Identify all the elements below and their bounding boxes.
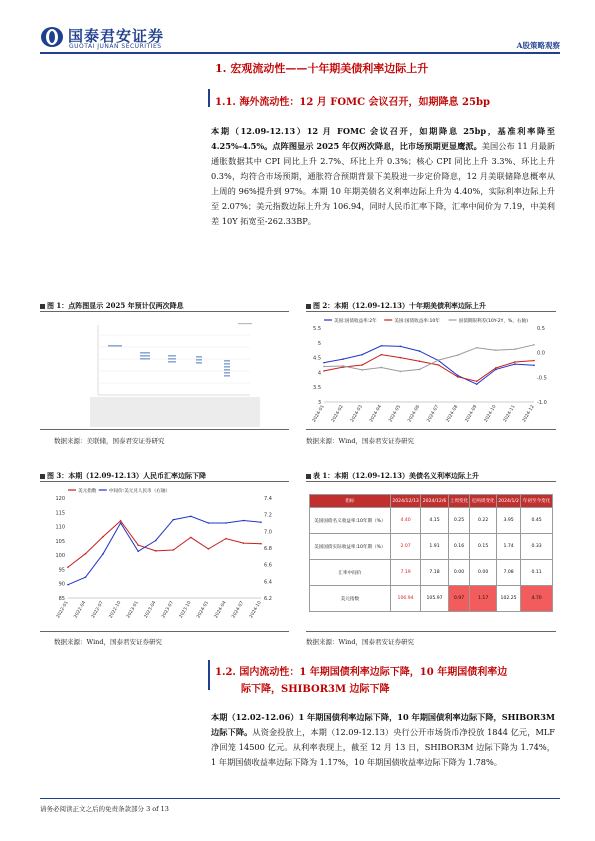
fig2-caption: 图 2：本期（12.09-12.13）十年期美债利率边际上升 bbox=[306, 301, 486, 311]
y2-tick-label: 7.4 bbox=[264, 496, 272, 502]
x-tick-label: 2022-10 bbox=[108, 600, 123, 620]
data-point bbox=[260, 521, 262, 523]
data-point bbox=[323, 370, 325, 372]
data-point bbox=[361, 369, 363, 371]
table-cell: 0.15 bbox=[470, 534, 497, 560]
y2-tick-label: 7.2 bbox=[264, 512, 272, 519]
data-point bbox=[457, 376, 459, 378]
data-point bbox=[102, 536, 104, 538]
logo-cn: 国泰君安证券 bbox=[68, 27, 165, 45]
data-point bbox=[419, 360, 421, 362]
data-point bbox=[137, 551, 139, 553]
data-point bbox=[190, 516, 192, 518]
data-point bbox=[85, 576, 87, 578]
data-point bbox=[243, 542, 245, 544]
x-tick-label: 2024-07 bbox=[426, 404, 441, 424]
table-header-cell: 上周变化 bbox=[448, 495, 470, 508]
data-point bbox=[67, 566, 69, 568]
x-tick-label: 2024-04 bbox=[369, 404, 384, 424]
y-tick-label: 100 bbox=[55, 553, 65, 560]
company-logo-icon bbox=[40, 26, 64, 48]
report-tag: A股策略观察 bbox=[516, 41, 560, 50]
fig1-bottom-rule bbox=[40, 429, 289, 430]
x-tick-label: 2023-04 bbox=[143, 600, 158, 620]
data-point bbox=[400, 346, 402, 348]
overseas-liquidity-paragraph bbox=[211, 124, 555, 229]
x-tick-label: 2023-10 bbox=[178, 600, 193, 620]
y-tick-label: 90 bbox=[58, 581, 65, 588]
data-point bbox=[533, 344, 535, 346]
table-row bbox=[310, 560, 553, 586]
table-cell: 1.91 bbox=[421, 534, 448, 560]
x-tick-label: 2024-06 bbox=[407, 404, 422, 424]
y2-tick-label: -0.5 bbox=[537, 375, 547, 382]
fig1-source: 数据来源：美联储，国泰君安证券研究 bbox=[54, 437, 165, 445]
table-cell: 0.45 bbox=[521, 508, 553, 534]
y-tick-label: 5.5 bbox=[313, 326, 321, 332]
header-rule bbox=[40, 52, 560, 54]
data-point bbox=[419, 369, 421, 371]
caption-square-icon bbox=[306, 474, 311, 479]
y2-tick-label: 6.8 bbox=[264, 546, 272, 552]
fig2-bottom-rule bbox=[306, 429, 556, 430]
data-point bbox=[137, 544, 139, 546]
legend-label: 国债期限利差(10Y-2Y，%，右轴) bbox=[458, 319, 528, 324]
table1-caption: 表 1：本期（12.09-12.13）美债名义利率边际上升 bbox=[306, 471, 479, 481]
data-point bbox=[225, 538, 227, 540]
x-tick-label: 2024-09 bbox=[464, 404, 479, 424]
footer-disclaimer: 请务必阅读正文之后的免责条款部分 3 of 13 bbox=[40, 805, 169, 813]
data-point bbox=[102, 553, 104, 555]
data-point bbox=[380, 354, 382, 356]
x-tick-label: 2024-01 bbox=[311, 404, 326, 424]
domestic-liquidity-paragraph bbox=[211, 710, 555, 770]
x-tick-label: 2024-01 bbox=[196, 600, 211, 620]
y-tick-label: 95 bbox=[58, 567, 65, 574]
header bbox=[40, 22, 560, 62]
table-header-cell: 指标 bbox=[310, 495, 391, 508]
caption-square-icon bbox=[40, 304, 45, 309]
table-cell: 1.74 bbox=[497, 534, 521, 560]
y2-tick-label: 6.6 bbox=[264, 562, 272, 569]
series-line-0 bbox=[68, 521, 261, 567]
table-cell: 106.94 bbox=[390, 586, 421, 612]
data-point bbox=[476, 347, 478, 349]
table-cell: 0.00 bbox=[470, 560, 497, 586]
table-cell: 3.95 bbox=[497, 508, 521, 534]
data-point bbox=[243, 520, 245, 522]
us-treasury-table bbox=[309, 494, 553, 612]
table-cell: 美元指数 bbox=[310, 586, 391, 612]
table-cell: 汇率中间价 bbox=[310, 560, 391, 586]
table-cell: 美国国债名义收益率:10年期（%） bbox=[310, 508, 391, 534]
table-row bbox=[310, 586, 553, 612]
legend-label: 美元指数 bbox=[78, 489, 97, 494]
data-point bbox=[514, 361, 516, 363]
x-tick-label: 2023-07 bbox=[161, 600, 176, 620]
data-point bbox=[323, 362, 325, 364]
y-tick-label: 5 bbox=[317, 340, 321, 347]
data-point bbox=[208, 522, 210, 524]
y-tick-label: 85 bbox=[58, 596, 65, 602]
data-point bbox=[208, 548, 210, 550]
x-tick-label: 2024-11 bbox=[502, 404, 517, 424]
table-row bbox=[310, 508, 553, 534]
x-tick-label: 2022-04 bbox=[73, 600, 88, 620]
table-header-row bbox=[310, 495, 553, 508]
x-tick-label: 2022-01 bbox=[55, 600, 70, 620]
data-point bbox=[172, 549, 174, 551]
fig3-caption-rule bbox=[40, 481, 289, 482]
data-point bbox=[419, 350, 421, 352]
data-point bbox=[495, 367, 497, 369]
table1-caption-rule bbox=[306, 481, 556, 482]
data-point bbox=[225, 522, 227, 524]
table-cell: 105.97 bbox=[421, 586, 448, 612]
data-point bbox=[380, 345, 382, 347]
usd-index-fx-chart bbox=[40, 484, 289, 630]
data-point bbox=[361, 354, 363, 356]
domestic-bold-lead: 本期（12.02-12.06）1 年期国债利率边际下降，10 年期国债利率边际下降，SHIBOR3M 边际下降。 bbox=[211, 712, 555, 737]
footer-rule bbox=[40, 798, 560, 799]
x-tick-label: 2024-10 bbox=[483, 404, 498, 424]
legend-label: 美国:国债收益率:10年 bbox=[394, 319, 440, 324]
subsection-title-domestic-l1: 1.2. 国内流动性：1 年期国债利率边际下降，10 年期国债利率边 bbox=[215, 667, 508, 678]
section-title: 1. 宏观流动性——十年期美债利率边际上升 bbox=[215, 62, 429, 75]
y-tick-label: 4.5 bbox=[313, 355, 321, 362]
domestic-body: 从资金投放上，本期（12.09-12.13）央行公开市场货币净投放 1844 亿元，MLF 净回笼 14500 亿元。从利率表现上，截至 12 月 13 日，SHIBOR3M 边际下降为 1.74%，1 年期国债收益率边际下降为 1.17%，10 年期国债收益率边际下降为 1.78%。 bbox=[211, 727, 555, 767]
y2-tick-label: 0.5 bbox=[537, 326, 545, 332]
overseas-body: 美国公布 11 月最新通胀数据其中 CPI 同比上升 2.7%、环比上升 0.3%；核心 CPI 同比上升 3.3%、环比上升 0.3%，均符合市场预期，通胀符合预期背景下美股进一步定价降息，12 月美联储降息概率从上周的 96%提升到 97%。本期 10 年期美债名义利率边际上升为 4.40%，实际利率边际上升至 2.07%；美元指数边际上升为 106.94，同时人民币汇率下降，汇率中间价为 7.19，中美利差 10Y 拓宽至-262.33BP。 bbox=[211, 141, 555, 226]
y-tick-label: 105 bbox=[55, 538, 65, 545]
y2-tick-label: 6.4 bbox=[264, 579, 272, 586]
data-point bbox=[361, 364, 363, 366]
data-point bbox=[155, 540, 157, 542]
table-cell: 1.17 bbox=[470, 586, 497, 612]
data-point bbox=[533, 364, 535, 366]
table-cell: 美国国债实际收益率:10年期（%） bbox=[310, 534, 391, 560]
data-point bbox=[120, 520, 122, 522]
caption-square-icon bbox=[40, 474, 45, 479]
data-point bbox=[476, 380, 478, 382]
table-cell: 0.16 bbox=[448, 534, 470, 560]
subsection-title-domestic-l2: 际下降，SHIBOR3M 边际下降 bbox=[241, 684, 390, 695]
y-tick-label: 110 bbox=[55, 524, 65, 531]
fig2-caption-rule bbox=[306, 311, 556, 312]
y2-tick-label: 7.0 bbox=[264, 529, 272, 536]
data-point bbox=[495, 349, 497, 351]
data-point bbox=[342, 358, 344, 360]
table-header-cell: 2024/1/2 bbox=[497, 495, 521, 508]
data-point bbox=[457, 354, 459, 356]
table-row bbox=[310, 534, 553, 560]
y2-tick-label: -1.0 bbox=[537, 400, 547, 406]
caption-square-icon bbox=[306, 304, 311, 309]
table-cell: 0.11 bbox=[521, 560, 553, 586]
subsection-title-overseas: 1.1. 海外流动性：12 月 FOMC 会议召开，如期降息 25bp bbox=[215, 97, 490, 108]
table-cell: 0.00 bbox=[448, 560, 470, 586]
dot-plot-figure bbox=[90, 315, 260, 427]
data-point bbox=[514, 348, 516, 350]
table-cell: 0.22 bbox=[470, 508, 497, 534]
data-point bbox=[323, 366, 325, 368]
section-left-bar bbox=[208, 660, 210, 690]
x-tick-label: 2023-01 bbox=[126, 600, 140, 620]
fig3-caption: 图 3：本期（12.09-12.13）人民币汇率边际下降 bbox=[40, 471, 206, 481]
data-point bbox=[476, 383, 478, 385]
fig3-source: 数据来源：Wind，国泰君安证券研究 bbox=[54, 638, 162, 646]
data-point bbox=[380, 367, 382, 369]
table-cell: 4.15 bbox=[421, 508, 448, 534]
table-cell: 102.25 bbox=[497, 586, 521, 612]
fig3-bottom-rule bbox=[40, 631, 289, 632]
y-tick-label: 115 bbox=[55, 510, 65, 517]
fig1-caption: 图 1：点阵图显示 2025 年预计仅两次降息 bbox=[40, 301, 184, 311]
table-cell: 4.70 bbox=[521, 586, 553, 612]
y-tick-label: 3.5 bbox=[313, 385, 321, 392]
data-point bbox=[342, 365, 344, 367]
section-left-bar bbox=[208, 89, 210, 107]
x-tick-label: 2024-05 bbox=[388, 404, 403, 424]
table-cell: 4.40 bbox=[390, 508, 421, 534]
data-point bbox=[85, 553, 87, 555]
y2-tick-label: 6.2 bbox=[264, 596, 272, 602]
table-cell: 0.97 bbox=[448, 586, 470, 612]
table-cell: 7.18 bbox=[421, 560, 448, 586]
table-header-cell: 2024/12/6 bbox=[421, 495, 448, 508]
x-tick-label: 2024-12 bbox=[521, 404, 536, 424]
data-point bbox=[155, 550, 157, 552]
legend-label: 美国:国债收益率:2年 bbox=[334, 319, 377, 324]
y-tick-label: 3 bbox=[317, 400, 321, 406]
table1-source: 数据来源：Wind，国泰君安证券研究 bbox=[306, 638, 414, 646]
y-tick-label: 120 bbox=[55, 496, 65, 502]
table-cell: 7.19 bbox=[390, 560, 421, 586]
x-tick-label: 2024-03 bbox=[350, 404, 364, 424]
table-cell: 0.25 bbox=[448, 508, 470, 534]
x-tick-label: 2022-07 bbox=[91, 600, 105, 620]
data-point bbox=[533, 360, 535, 362]
data-point bbox=[514, 363, 516, 365]
table1-bottom-rule bbox=[306, 631, 556, 632]
legend-label: 中间价:美元兑人民币（右轴） bbox=[108, 489, 171, 494]
table-cell: 0.33 bbox=[521, 534, 553, 560]
logo-en: GUOTAI JUNAN SECURITIES bbox=[69, 43, 162, 50]
data-point bbox=[438, 359, 440, 361]
data-point bbox=[67, 584, 69, 586]
data-point bbox=[400, 357, 402, 359]
x-tick-label: 2024-08 bbox=[445, 404, 460, 424]
data-point bbox=[120, 522, 122, 524]
y2-tick-label: 0.0 bbox=[537, 350, 545, 357]
table-header-cell: 近两周变化 bbox=[470, 495, 497, 508]
table-header-cell: 2024/12/13 bbox=[390, 495, 421, 508]
fig2-source: 数据来源：Wind，国泰君安证券研究 bbox=[306, 437, 414, 445]
data-point bbox=[260, 543, 262, 545]
data-point bbox=[190, 537, 192, 539]
x-tick-label: 2024-10 bbox=[248, 600, 263, 620]
table-header-cell: 年初至今变化 bbox=[521, 495, 553, 508]
x-tick-label: 2024-02 bbox=[331, 404, 345, 424]
fig1-caption-rule bbox=[40, 311, 289, 312]
data-point bbox=[438, 364, 440, 366]
data-point bbox=[172, 519, 174, 521]
data-point bbox=[400, 371, 402, 373]
y-tick-label: 4 bbox=[317, 370, 321, 377]
x-tick-label: 2024-04 bbox=[213, 600, 228, 620]
table-cell: 2.07 bbox=[390, 534, 421, 560]
overseas-bold-lead: 本期（12.09-12.13）12 月 FOMC 会议召开，如期降息 25bp，基准利率降至 4.25%-4.5%。点阵图显示 2025 年仅两次降息，比市场预期更显鹰派。 bbox=[211, 126, 555, 151]
us-treasury-yield-chart bbox=[306, 314, 556, 428]
table-cell: 7.08 bbox=[497, 560, 521, 586]
x-tick-label: 2024-07 bbox=[231, 600, 246, 620]
